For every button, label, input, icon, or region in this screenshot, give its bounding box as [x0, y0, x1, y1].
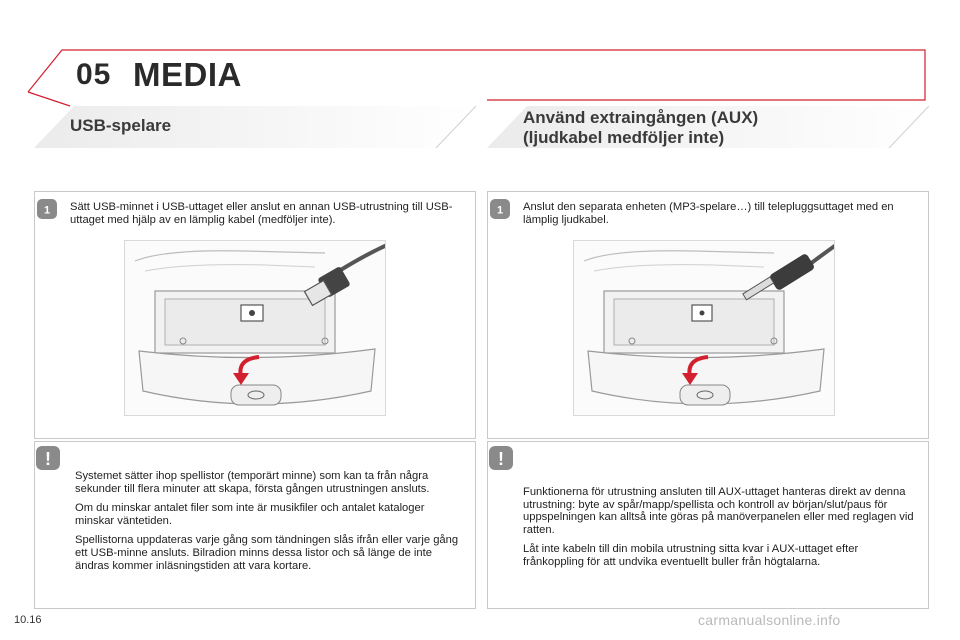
usb-note-paragraph: Om du minskar antalet filer som inte är musikfiler och antalet kataloger minskar väntetiden. — [75, 502, 425, 527]
section-title-usb: USB-spelare — [70, 116, 172, 135]
watermark: carmanualsonline.info — [698, 612, 841, 628]
usb-note-paragraph: Systemet sätter ihop spellistor (temporärt minne) som kan ta från några sekunder till flera minuter att skapa, första gången utrustningen ansluts. — [75, 470, 430, 495]
aux-step-text: Anslut den separata enheten (MP3-spelare…) till telepluggsuttaget med en lämplig ljudkabel. — [523, 201, 894, 226]
svg-text:1: 1 — [496, 204, 504, 217]
step-number-badge — [489, 198, 511, 220]
jack-plug-icon — [743, 245, 835, 300]
warning-icon — [35, 445, 61, 471]
usb-plug-icon — [304, 245, 386, 305]
section-title-aux-line1: Använd extraingången (AUX) — [523, 108, 759, 127]
chapter-number: 05 — [76, 58, 112, 91]
usb-note-paragraph: Spellistorna uppdateras varje gång som tändningen slås ifrån eller varje gång ett USB-minne ansluts. Bilradion minns dessa listor och så länge de inte ändras kommer inläsningstiden att vara kortare. — [75, 534, 459, 572]
aux-note-paragraph: Funktionerna för utrustning ansluten till AUX-uttaget hanteras direkt av denna utrustning: byte av spår/mapp/spellista och kontroll av början/slut/paus för uppspelningen kan alltså inte göras på manöverpanelen eller med reglagen vid ratten. — [523, 486, 914, 536]
svg-text:!: ! — [498, 449, 504, 469]
chapter-title: MEDIA — [133, 56, 242, 93]
section-title-aux — [523, 108, 913, 148]
aux-illustration — [573, 240, 835, 416]
svg-text:1: 1 — [43, 204, 51, 217]
dashboard-aux-drawing — [574, 241, 835, 416]
aux-note-text — [523, 486, 917, 576]
svg-text:!: ! — [45, 449, 51, 469]
usb-illustration — [124, 240, 386, 416]
section-title-aux-line2: (ljudkabel medföljer inte) — [523, 128, 725, 147]
usb-step-text: Sätt USB-minnet i USB-uttaget eller anslut en annan USB-utrustning till USB-uttaget med hjälp av en lämplig kabel (medföljer inte). — [70, 201, 453, 226]
page-number: 10.16 — [14, 614, 42, 626]
dashboard-usb-drawing — [125, 241, 386, 416]
warning-icon — [488, 445, 514, 471]
step-number-badge — [36, 198, 58, 220]
usb-note-text — [75, 470, 463, 579]
aux-note-paragraph: Låt inte kabeln till din mobila utrustning sitta kvar i AUX-uttaget efter frånkoppling för att undvika eventuellt buller från högtalarna. — [523, 543, 859, 568]
